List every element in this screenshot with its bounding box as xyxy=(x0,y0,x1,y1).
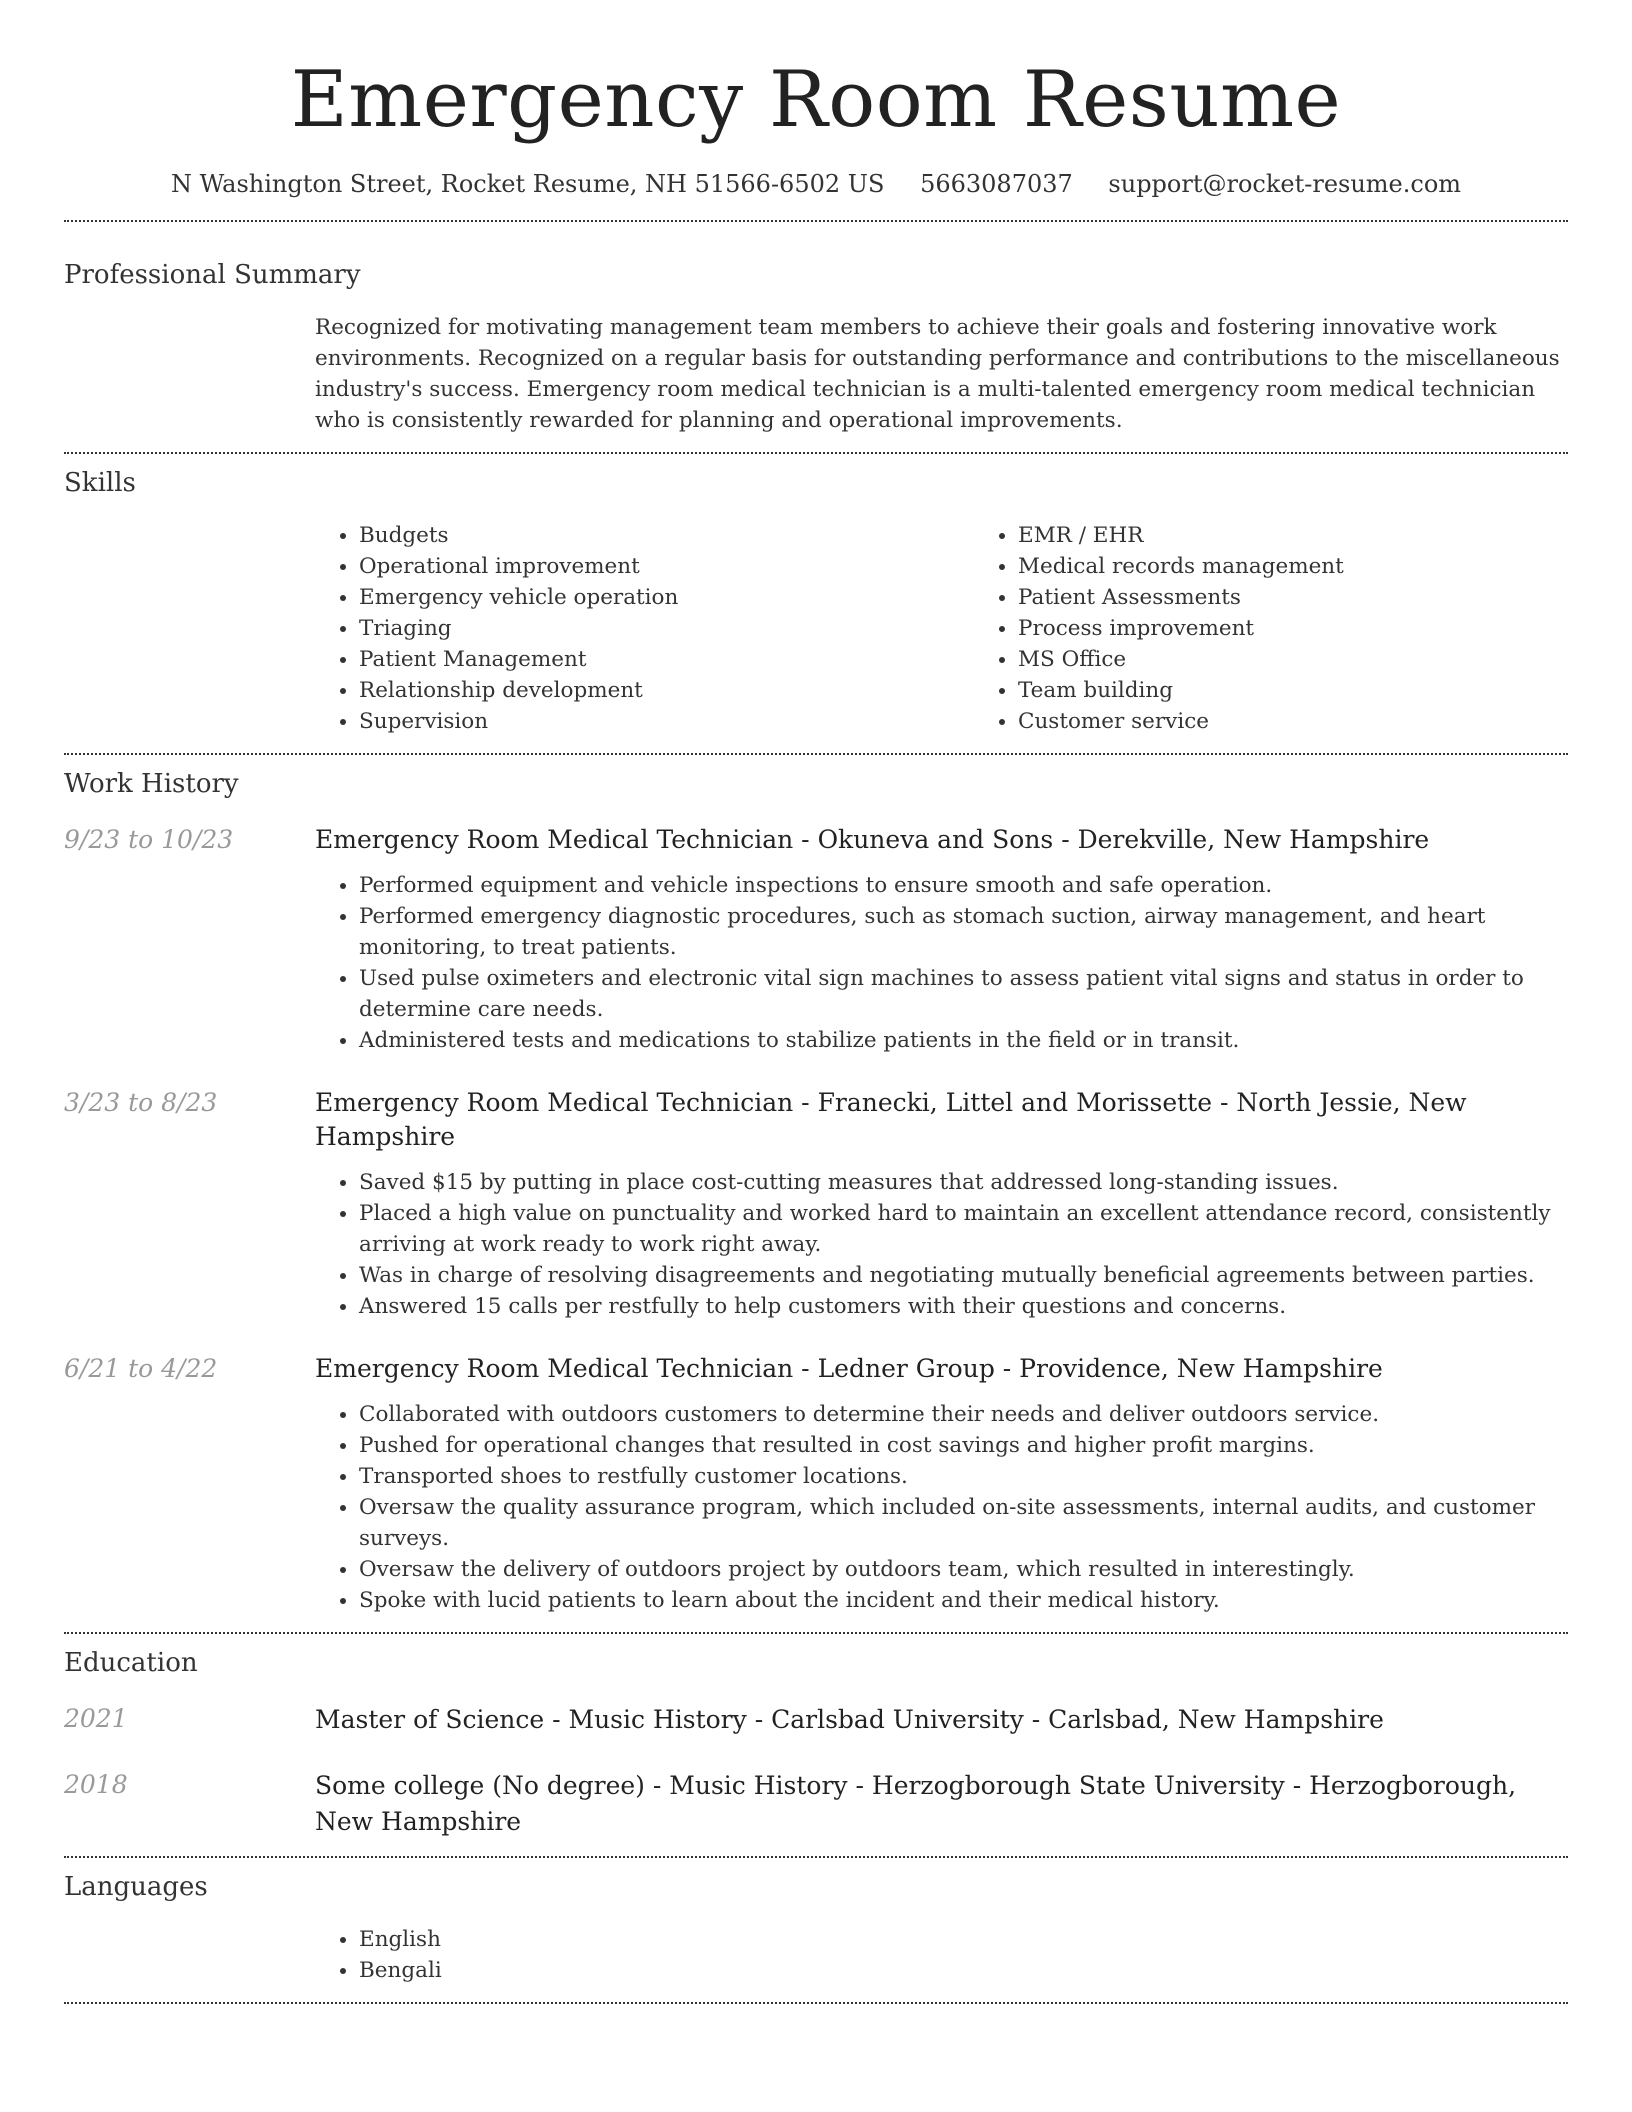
education-title xyxy=(315,1768,1568,1840)
job-bullet: • Performed emergency diagnostic procedures, such as stomach suction, airway management, and heart monitoring, to treat patients. xyxy=(359,901,1568,963)
job-bullet: • Oversaw the quality assurance program, which included on-site assessments, internal audits, and customer surveys. xyxy=(359,1492,1568,1554)
skill-item: • MS Office xyxy=(1018,644,1632,675)
job-title: Emergency Room Medical Technician - Ledner Group - Providence, New Hampshire xyxy=(315,1354,1383,1383)
job-bullet: • Answered 15 calls per restfully to help customers with their questions and concerns. xyxy=(359,1291,1568,1322)
education-entry xyxy=(64,1702,1568,1738)
contact-info xyxy=(64,168,1568,200)
summary-text: Recognized for motivating management team members to achieve their goals and fostering innovative work environments. Recognized on a regular basis for outstanding performance and contributions to the miscellaneous industry's success. Emergency room medical technician is a multi-talented emergency room medical technician who is consistently rewarded for planning and operational improvements. xyxy=(315,315,1560,433)
language-item: • Bengali xyxy=(359,1955,1568,1986)
skill-item: • Medical records management xyxy=(1018,551,1632,582)
section-divider xyxy=(64,2002,1568,2004)
education-degree: Master of Science - Music History xyxy=(315,1705,747,1734)
job-bullet: • Performed equipment and vehicle inspections to ensure smooth and safe operation. xyxy=(359,870,1568,901)
job-title: Emergency Room Medical Technician - Okuneva and Sons - Derekville, New Hampshire xyxy=(315,825,1430,854)
skill-item: • Relationship development xyxy=(359,675,974,706)
skill-item: • Patient Management xyxy=(359,644,974,675)
job-dates: 3/23 to 8/23 xyxy=(64,1088,218,1117)
skills-list-left xyxy=(315,520,974,737)
contact-email: support@rocket-resume.com xyxy=(1108,170,1462,198)
skill-item: • Team building xyxy=(1018,675,1632,706)
skills-list-right xyxy=(974,520,1632,737)
job-entry xyxy=(64,1086,1568,1322)
education-section xyxy=(64,1634,1568,1856)
job-bullets xyxy=(315,1399,1568,1616)
education-entry xyxy=(64,1768,1568,1840)
summary-section xyxy=(64,222,1568,452)
contact-phone: 5663087037 xyxy=(920,170,1073,198)
skill-item: • Patient Assessments xyxy=(1018,582,1632,613)
job-bullet: • Pushed for operational changes that resulted in cost savings and higher profit margins. xyxy=(359,1430,1568,1461)
section-title-skills: Skills xyxy=(64,468,136,498)
job-dates: 9/23 to 10/23 xyxy=(64,825,234,854)
section-title-education: Education xyxy=(64,1648,198,1678)
skill-item: • Process improvement xyxy=(1018,613,1632,644)
job-bullet: • Transported shoes to restfully customer locations. xyxy=(359,1461,1568,1492)
education-degree: Some college (No degree) - Music History xyxy=(315,1771,848,1800)
job-entry xyxy=(64,823,1568,1056)
languages-section xyxy=(64,1858,1568,2002)
language-item: • English xyxy=(359,1924,1568,1955)
education-title xyxy=(315,1702,1568,1738)
skill-item: • Supervision xyxy=(359,706,974,737)
skill-item: • Emergency vehicle operation xyxy=(359,582,974,613)
job-bullets xyxy=(315,1167,1568,1322)
skills-section xyxy=(64,454,1568,753)
section-title-languages: Languages xyxy=(64,1872,208,1902)
job-bullet: • Was in charge of resolving disagreements and negotiating mutually beneficial agreements between parties. xyxy=(359,1260,1568,1291)
contact-address: N Washington Street, Rocket Resume, NH 51566-6502 US xyxy=(170,170,885,198)
skill-item: • Triaging xyxy=(359,613,974,644)
work-section xyxy=(64,755,1568,1632)
job-bullet: • Placed a high value on punctuality and worked hard to maintain an excellent attendance record, consistently arriving at work ready to work right away. xyxy=(359,1198,1568,1260)
education-year: 2018 xyxy=(64,1770,128,1799)
skill-item: • Operational improvement xyxy=(359,551,974,582)
job-bullets xyxy=(315,870,1568,1056)
job-bullet: • Administered tests and medications to stabilize patients in the field or in transit. xyxy=(359,1025,1568,1056)
skill-item: • EMR / EHR xyxy=(1018,520,1632,551)
section-title-work: Work History xyxy=(64,769,239,799)
skills-grid xyxy=(315,520,1632,737)
job-bullet: • Saved $15 by putting in place cost-cutting measures that addressed long-standing issues. xyxy=(359,1167,1568,1198)
education-year: 2021 xyxy=(64,1704,128,1733)
resume-name: Emergency Room Resume xyxy=(290,55,1342,145)
job-bullet: • Used pulse oximeters and electronic vital sign machines to assess patient vital signs and status in order to determine care needs. xyxy=(359,963,1568,1025)
skill-item: • Customer service xyxy=(1018,706,1632,737)
education-school: - Carlsbad University - Carlsbad, New Hampshire xyxy=(746,1705,1384,1734)
job-dates: 6/21 to 4/22 xyxy=(64,1354,218,1383)
languages-list xyxy=(315,1924,1568,1986)
job-bullet: • Collaborated with outdoors customers to determine their needs and deliver outdoors service. xyxy=(359,1399,1568,1430)
job-entry xyxy=(64,1352,1568,1616)
education-school: - Herzogborough State University - Herzogborough, New Hampshire xyxy=(315,1771,1517,1836)
job-title: Emergency Room Medical Technician - Franecki, Littel and Morissette - North Jessie, New Hampshire xyxy=(315,1088,1467,1151)
section-title-summary: Professional Summary xyxy=(64,260,361,290)
job-bullet: • Oversaw the delivery of outdoors project by outdoors team, which resulted in interestingly. xyxy=(359,1554,1568,1585)
skill-item: • Budgets xyxy=(359,520,974,551)
resume-header xyxy=(64,0,1568,200)
job-bullet: • Spoke with lucid patients to learn about the incident and their medical history. xyxy=(359,1585,1568,1616)
